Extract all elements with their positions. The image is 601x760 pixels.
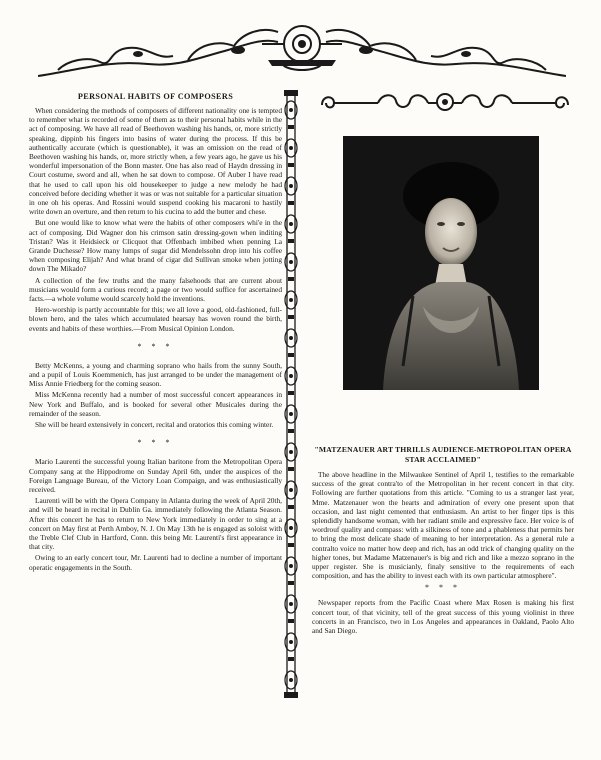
article-title-matzenauer: "MATZENAUER ART THRILLS AUDIENCE-METROPOLITAN OPERA STAR ACCLAIMED" [314,445,572,464]
paragraph: Hero-worship is partly accountable for this; we all love a good, old-fashioned, full-blown hero, and the tales which accumulated hearsay has woven round the birth, events and habits of these worthies.—From Musical Opinion London. [29,305,282,333]
paragraph: She will be heard extensively in concert, recital and oratorios this coming winter. [35,420,274,430]
paragraph: Owing to an early concert tour, Mr. Laurenti had to decline a number of important operatic engagements in the South. [29,553,282,572]
right-column-ornament [318,91,572,113]
paragraph: When considering the methods of composers of different nationality one is tempted to remember what is recorded of some of them as to their personal habits while in the act of composing. We have all read of Beethoven washing his hands, or, more strictly speaking, dippinb his fingers into basins of water during the process. If this be authentically accurate (which is questionable), it was an omission on the read of Beethoven washing his hands, or, more strictly when, a few years ago, he gave us his wonderful impersonation of the Bonn master. One has also read of Haydn dressing in Court costume, sword and all, when he sat down to compose. Of Auber I have read that he used to call upon his old housekeeper to judge a new melody he had conceived before deciding whether it was or was not suitable for a particular situation in one oh his operas. And Rossini would suspend cooking his macaroni to hastily write down an overture, and then return to his cucina to add the butter and chese. [29,106,282,217]
paragraph: Miss McKenna recently had a number of most successful concert appearances in New York and Buffalo, and is booked for several other Musicales during the remainder of the season. [29,390,282,418]
portrait-photo [343,136,539,390]
paragraph: Newspaper reports from the Pacific Coast where Max Rosen is making his first concert tour, of that vicinity, tell of the great success of this young violinist in three concerts in an Francisco, two in Los Angeles and appearances in Oakland, Paolo Alto and San Diego. [312,598,574,636]
separator-stars: * * * [137,438,174,448]
paragraph: But one would like to know what were the habits of other composers whi'e in the act of composing. Did Wagner don his crimson satin dressing-gown when inditing Tristan? Was it Heidsieck or Clicquot that Offenbach imbibed when penning La Grande Duchesse? How many lumps of sugar did Mendelssohn drop into his coffee when composing Elijah? And what brand of cigar did Sullivan smoke when jotting down The Mikado? [29,218,282,274]
paragraph: The above headline in the Milwaukee Sentinel of April 1, testifies to the remarkable success of the great contra'to of the Metropolitan in her recent concert in that city. Following are further quotations from this article. "Coming to us a stranger last year, Mme. Matzenauer won the hearts and admiration of every one present upon that occasion, and last night cemented that enthusiasm. An artist to her finger tips is this splendidly handsome woman, with her radiant smile and expressive face. Her voice is of wordrouf quality and compass: with a silkiness of tone and a phableness that permits her to bring the most delicate shade of meaning to her interpretation. As a general rule a contralto voice no matter how deep and rich, has an odd trick of changing quality on the higher tones, but Madame Matzenauer's is big and rich and like a mezzo soprano in the upper register. She is musicianly, finaly sensitive to the requirements of each composition, and has the ability to invest each with its own particular atmosphere". [312,470,574,581]
article-title-composers: PERSONAL HABITS OF COMPOSERS [77,92,234,101]
separator-stars: * * * [425,583,461,593]
right-column [312,445,574,745]
paragraph: A collection of the few truths and the many falsehoods that are current about musicians would form a curious record; a page or two would suffice for ascertained facts.—a whole volume would scarcely hold the inventions. [29,275,282,304]
paragraph: Laurenti will be with the Opera Company in Atlanta during the week of April 20th, and will be heard in recital in Dublin Ga. immediately following the Atlanta Season. After this concert he has to return to New York immediately in order to sing at a concert on May first at Perth Amboy, N. J. On May 13th he is engaged as soloist with the Treble Clef Club in Hartford, Conn. this being Mr. Laurenti's first appearance in that city. [29,496,282,552]
left-column [29,92,282,752]
paragraph: Mario Laurenti the successful young Italian baritone from the Metropolitan Opera Company sang at the Hippodrome on Sunday April 6th, under the auspices of the Foreign Language Bureau, of the Victory Loan Compaign, and was enthusiastically received. [29,457,282,494]
top-ornament [38,20,566,78]
separator-stars: * * * [137,341,174,351]
column-divider-ornament [283,90,299,698]
paragraph: Betty McKenns, a young and charming soprano who hails from the sunny South, and a pupil of Louis Koemmenich, has just arranged to be under the management of Miss Annie Friedberg for the coming season. [29,360,282,389]
